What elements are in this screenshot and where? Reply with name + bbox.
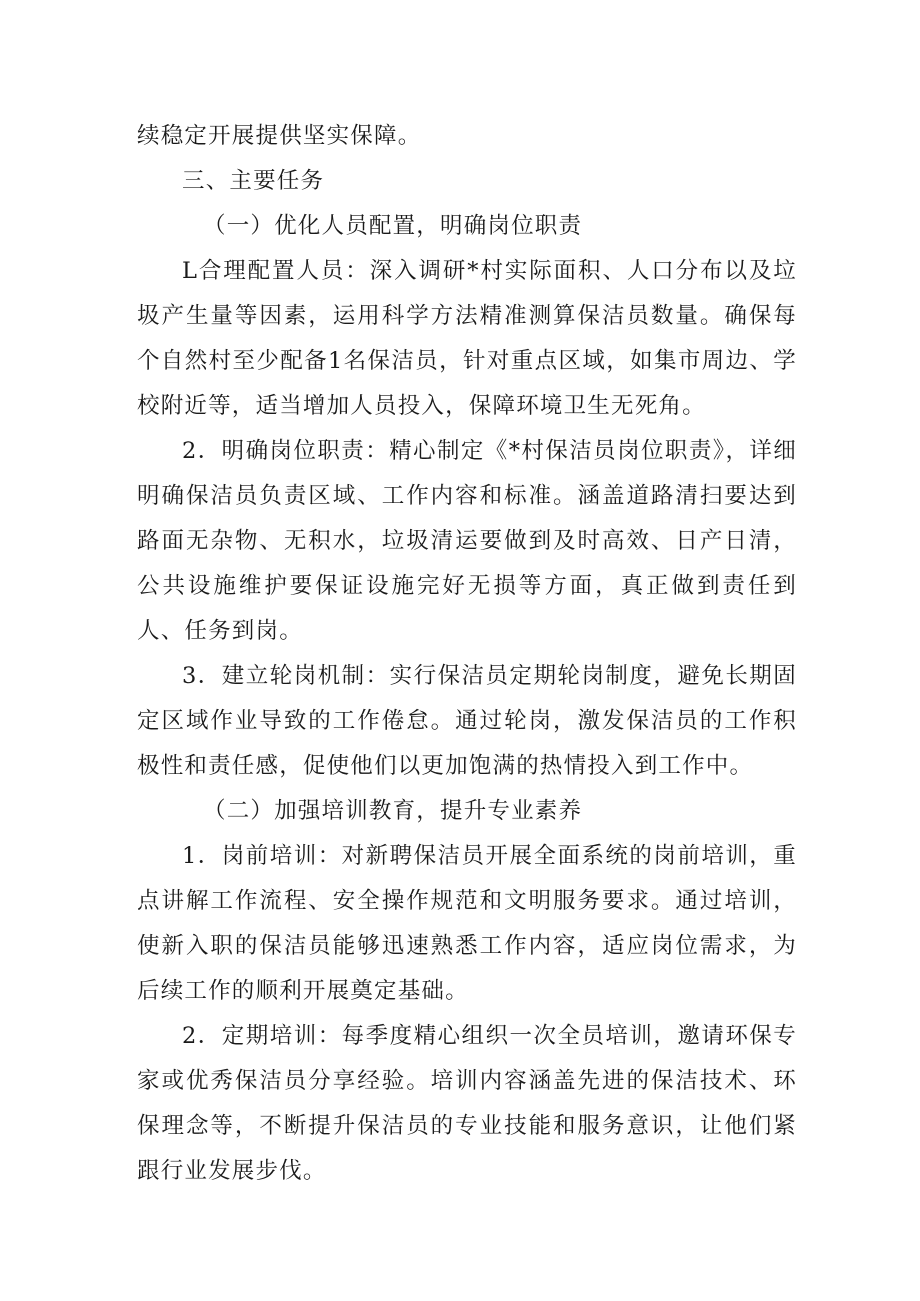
document-body [137, 114, 797, 1194]
paragraph-rotation: 3．建立轮岗机制：实行保洁员定期轮岗制度，避免长期固定区域作业导致的工作倦怠。通过轮岗，激发保洁员的工作积极性和责任感，促使他们以更加饱满的热情投入到工作中。 [137, 663, 797, 779]
paragraph-regular-training: 2．定期培训：每季度精心组织一次全员培训，邀请环保专家或优秀保洁员分享经验。培训内容涵盖先进的保洁技术、环保理念等，不断提升保洁员的专业技能和服务意识，让他们紧跟行业发展步伐。 [137, 1023, 797, 1184]
subsection-heading-training: （二）加强培训教育，提升专业素养 [203, 798, 583, 824]
section-heading-main-tasks: 三、主要任务 [182, 168, 325, 194]
paragraph-continuation: 续稳定开展提供坚实保障。 [137, 123, 422, 149]
subsection-heading-staffing: （一）优化人员配置，明确岗位职责 [203, 213, 583, 239]
paragraph-pre-job-training: 1．岗前培训：对新聘保洁员开展全面系统的岗前培训，重点讲解工作流程、安全操作规范和文明服务要求。通过培训，使新入职的保洁员能够迅速熟悉工作内容，适应岗位需求，为后续工作的顺利开展奠定基础。 [137, 843, 797, 1004]
paragraph-staff-allocation: L合理配置人员：深入调研*村实际面积、人口分布以及垃圾产生量等因素，运用科学方法精准测算保洁员数量。确保每个自然村至少配备1名保洁员，针对重点区域，如集市周边、学校附近等，适当增加人员投入，保障环境卫生无死角。 [137, 258, 797, 419]
paragraph-job-duties: 2．明确岗位职责：精心制定《*村保洁员岗位职责》，详细明确保洁员负责区域、工作内容和标准。涵盖道路清扫要达到路面无杂物、无积水，垃圾清运要做到及时高效、日产日清，公共设施维护要保证设施完好无损等方面，真正做到责任到人、任务到岗。 [137, 438, 797, 644]
